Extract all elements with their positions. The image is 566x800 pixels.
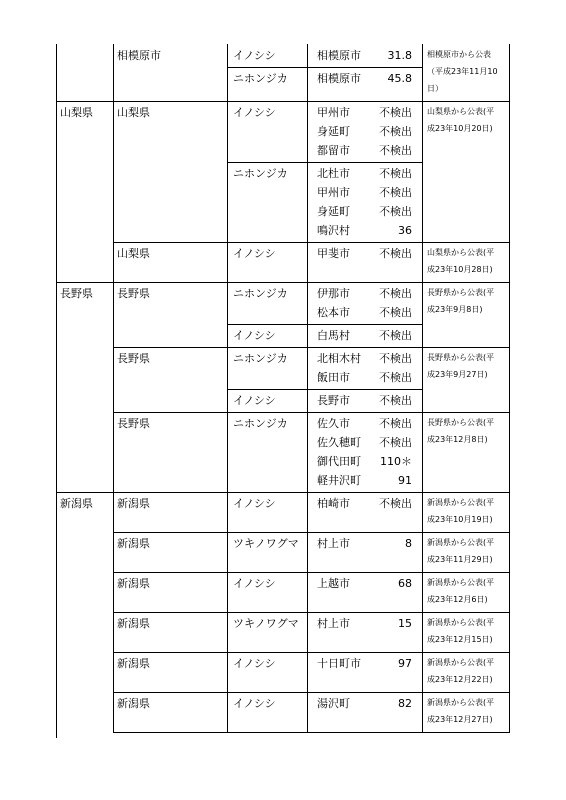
value-cell: 不検出	[379, 287, 412, 300]
note-text: 成23年12月22日)	[427, 675, 493, 684]
value-cell: 15	[398, 617, 412, 630]
place-name: 伊那市	[317, 287, 350, 300]
species-name: ニホンジカ	[233, 72, 288, 85]
species-name: イノシシ	[233, 697, 276, 710]
note-text: 成23年12月27日)	[427, 715, 493, 724]
note-text: 新潟県から公表(平	[427, 618, 495, 627]
value-cell: 不検出	[379, 352, 412, 365]
value-cell: 不検出	[379, 371, 412, 384]
value-cell: 不検出	[379, 106, 412, 119]
place-name: 松本市	[317, 306, 350, 319]
place-name: 上越市	[317, 577, 350, 590]
species-name: ニホンジカ	[233, 352, 288, 365]
column-border	[56, 44, 57, 738]
value-cell: 8	[405, 537, 412, 550]
place-name: 身延町	[317, 125, 350, 138]
row-border	[113, 612, 510, 613]
bottom-border	[113, 732, 510, 733]
note-text: （平成23年11月10	[427, 67, 498, 76]
value-cell: 82	[398, 697, 412, 710]
species-name: イノシシ	[233, 247, 276, 260]
row-border	[113, 282, 510, 283]
row-border	[113, 652, 510, 653]
value-cell: 45.8	[387, 72, 412, 85]
value-cell: 不検出	[379, 186, 412, 199]
value-cell: 不検出	[379, 394, 412, 407]
note-text: 成23年11月29日)	[427, 555, 493, 564]
note-text: 長野県から公表(平	[427, 418, 495, 427]
source-name: 新潟県	[117, 577, 150, 590]
note-text: 成23年9月8日)	[427, 305, 483, 314]
source-name: 長野県	[117, 352, 150, 365]
species-name: イノシシ	[233, 329, 276, 342]
value-cell: 不検出	[379, 144, 412, 157]
source-name: 新潟県	[117, 657, 150, 670]
place-name: 佐久穂町	[317, 436, 361, 449]
value-cell: 不検出	[379, 125, 412, 138]
note-text: 山梨県から公表(平	[427, 107, 495, 116]
row-border	[113, 532, 510, 533]
value-cell: 不検出	[379, 417, 412, 430]
place-name: 柏崎市	[317, 497, 350, 510]
species-name: イノシシ	[233, 106, 276, 119]
note-text: 成23年9月27日)	[427, 370, 488, 379]
species-name: イノシシ	[233, 394, 276, 407]
species-border	[227, 324, 423, 325]
source-name: 長野県	[117, 287, 150, 300]
prefecture-name: 新潟県	[60, 497, 93, 510]
source-name: 新潟県	[117, 697, 150, 710]
source-name: 新潟県	[117, 497, 150, 510]
value-cell: 不検出	[379, 167, 412, 180]
place-name: 十日町市	[317, 657, 361, 670]
species-border	[227, 389, 423, 390]
note-text: 成23年10月28日)	[427, 265, 493, 274]
species-name: イノシシ	[233, 49, 276, 62]
note-text: 成23年12月6日)	[427, 595, 488, 604]
value-cell: 31.8	[387, 49, 412, 62]
note-text: 山梨県から公表(平	[427, 248, 495, 257]
species-name: ニホンジカ	[233, 287, 288, 300]
column-border	[509, 44, 510, 733]
column-border	[227, 44, 228, 733]
value-cell: 68	[398, 577, 412, 590]
species-name: イノシシ	[233, 497, 276, 510]
row-border	[113, 347, 510, 348]
source-name: 長野県	[117, 417, 150, 430]
prefecture-name: 長野県	[60, 287, 93, 300]
place-name: 長野市	[317, 394, 350, 407]
species-border	[227, 67, 423, 68]
value-cell: 110＊	[380, 455, 412, 468]
place-name: 相模原市	[317, 72, 361, 85]
place-name: 北杜市	[317, 167, 350, 180]
place-name: 湯沢町	[317, 697, 350, 710]
note-text: 成23年10月20日)	[427, 124, 493, 133]
row-border	[113, 692, 510, 693]
source-name: 新潟県	[117, 617, 150, 630]
note-text: 成23年12月8日)	[427, 435, 488, 444]
place-name: 都留市	[317, 144, 350, 157]
species-name: ニホンジカ	[233, 417, 288, 430]
place-name: 村上市	[317, 537, 350, 550]
place-name: 相模原市	[317, 49, 361, 62]
value-cell: 不検出	[379, 306, 412, 319]
source-name: 新潟県	[117, 537, 150, 550]
species-name: ツキノワグマ	[233, 617, 299, 630]
value-cell: 不検出	[379, 205, 412, 218]
place-name: 飯田市	[317, 371, 350, 384]
row-border	[113, 101, 510, 102]
place-name: 甲州市	[317, 106, 350, 119]
row-border	[113, 492, 510, 493]
species-name: ツキノワグマ	[233, 537, 299, 550]
source-name: 山梨県	[117, 106, 150, 119]
species-name: イノシシ	[233, 577, 276, 590]
place-name: 御代田町	[317, 455, 361, 468]
place-name: 村上市	[317, 617, 350, 630]
note-text: 長野県から公表(平	[427, 288, 495, 297]
species-name: イノシシ	[233, 657, 276, 670]
note-text: 新潟県から公表(平	[427, 578, 495, 587]
place-name: 北相木村	[317, 352, 361, 365]
place-name: 甲州市	[317, 186, 350, 199]
value-cell: 97	[398, 657, 412, 670]
place-name: 身延町	[317, 205, 350, 218]
species-name: ニホンジカ	[233, 167, 288, 180]
species-border	[227, 162, 423, 163]
column-border	[422, 44, 423, 733]
source-name: 相模原市	[117, 49, 161, 62]
row-border	[113, 412, 510, 413]
note-text: 新潟県から公表(平	[427, 538, 495, 547]
value-cell: 36	[398, 224, 412, 237]
note-text: 新潟県から公表(平	[427, 658, 495, 667]
place-name: 軽井沢町	[317, 474, 361, 487]
note-text: 長野県から公表(平	[427, 353, 495, 362]
row-border	[113, 572, 510, 573]
row-border	[113, 242, 510, 243]
note-text: 相模原市から公表	[427, 50, 491, 59]
value-cell: 不検出	[379, 436, 412, 449]
place-name: 鳴沢村	[317, 224, 350, 237]
value-cell: 不検出	[379, 497, 412, 510]
column-border	[113, 44, 114, 733]
column-border	[307, 44, 308, 733]
place-name: 甲斐市	[317, 247, 350, 260]
note-text: 新潟県から公表(平	[427, 698, 495, 707]
place-name: 白馬村	[317, 329, 350, 342]
note-text: 新潟県から公表(平	[427, 498, 495, 507]
place-name: 佐久市	[317, 417, 350, 430]
note-text: 成23年12月15日)	[427, 635, 493, 644]
source-name: 山梨県	[117, 247, 150, 260]
prefecture-name: 山梨県	[60, 106, 93, 119]
note-text: 成23年10月19日)	[427, 515, 493, 524]
value-cell: 91	[398, 474, 412, 487]
value-cell: 不検出	[379, 329, 412, 342]
value-cell: 不検出	[379, 247, 412, 260]
note-text: 日）	[427, 84, 443, 93]
